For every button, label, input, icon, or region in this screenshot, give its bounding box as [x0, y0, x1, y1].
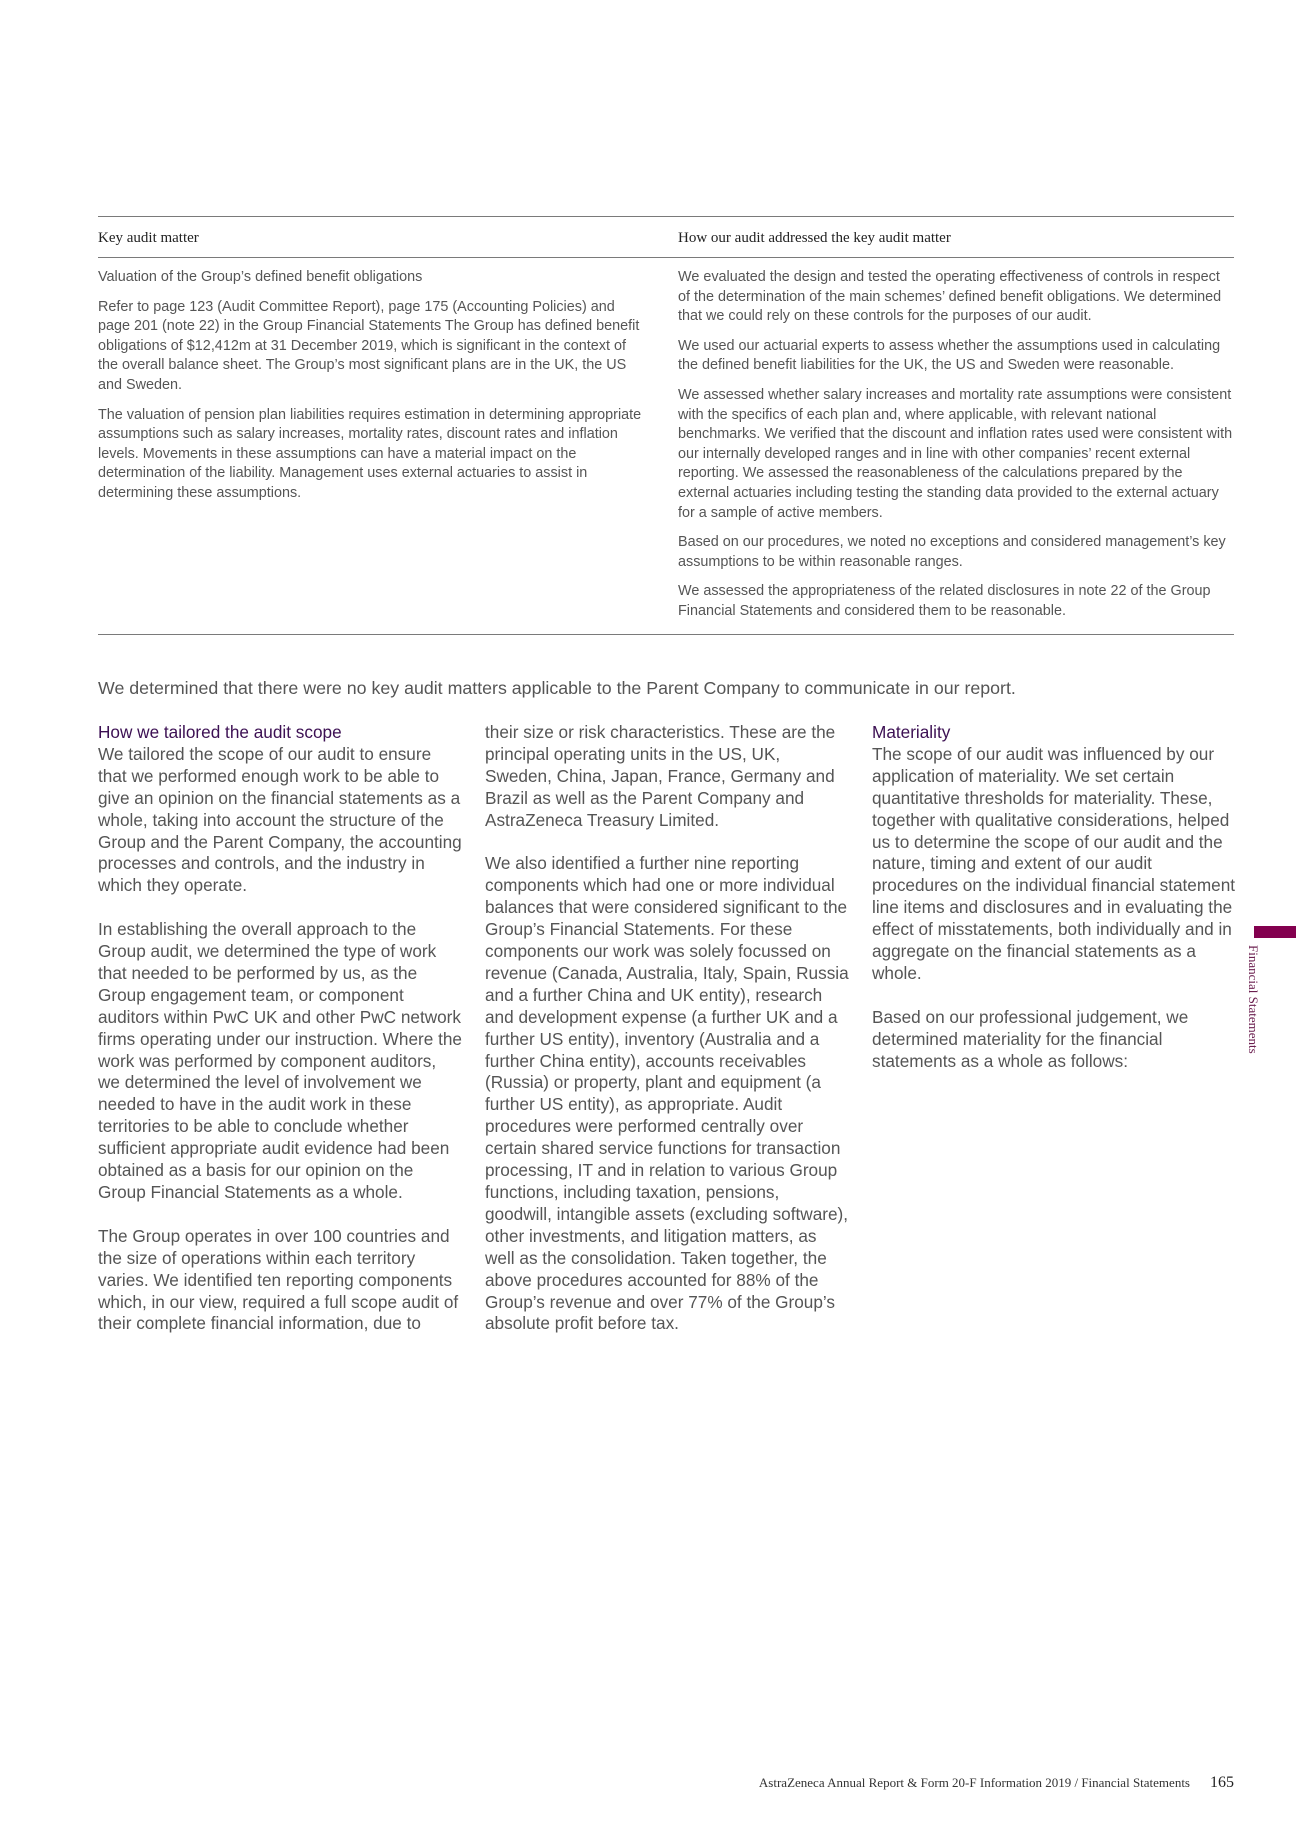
column-continuation [485, 722, 849, 1357]
page-footer [759, 1774, 1234, 1792]
kam-right-paragraph: We evaluated the design and tested the operating effectiveness of controls in respect of the determination of the main schemes’ defined benefit obligations. We determined that we could rely on these controls for the purposes of our audit. [678, 269, 1222, 325]
table-header-row [98, 217, 1234, 257]
footer-publication-title: AstraZeneca Annual Report & Form 20-F Information 2019 / Financial Statements [758, 1775, 1190, 1790]
paragraph: We tailored the scope of our audit to ensure that we performed enough work to be able to give an opinion on the financial statements as a whole, taking into account the structure of the Group and the Parent Company, the accounting processes and controls, and the industry in which they operate. [98, 743, 462, 896]
section-heading-materiality: Materiality [872, 722, 951, 742]
header-key-audit-matter: Key audit matter [98, 230, 199, 246]
paragraph: The Group operates in over 100 countries and the size of operations within each territory varies. We identified ten reporting components which, in our view, required a full scope audit of their complete financial information, due to [98, 1225, 459, 1334]
paragraph: their size or risk characteristics. These are the principal operating units in the US, UK, Sweden, China, Japan, France, Germany and Brazil as well as the Parent Company and AstraZeneca Treasury Limited. [485, 722, 836, 830]
section-heading-audit-scope: How we tailored the audit scope [98, 722, 342, 742]
section-tab-label: Financial Statements [1246, 945, 1261, 1054]
column-audit-scope [98, 722, 462, 1357]
key-audit-matter-table [98, 216, 1234, 635]
kam-left-paragraph: The valuation of pension plan liabilities requires estimation in determining appropriate assumptions such as salary increases, mortality rates, discount rates and inflation levels. Movements in these assumptions can have a material impact on the determination of the liability. Management uses external actuaries to assist in determining these assumptions. [98, 406, 642, 501]
kam-right-paragraph: We assessed whether salary increases and mortality rate assumptions were consistent with the specifics of each plan and, where applicable, with relevant national benchmarks. We verified that the discount and inflation rates used were consistent with our internally developed ranges and in line with other companies’ recent external reporting. We assessed the reasonableness of the calculations prepared by the external actuaries including testing the standing data provided to the external actuary for a sample of active members. [678, 386, 1233, 521]
table-bottom-rule [98, 634, 1234, 635]
paragraph: We also identified a further nine reporting components which had one or more individual balances that were considered significant to the Group’s Financial Statements. For these components our work was solely focussed on revenue (Canada, Australia, Italy, Spain, Russia and a further China and UK entity), research and development expense (a further UK and a further US entity), inventory (Australia and a further China entity), accounts receivables (Russia) or property, plant and equipment (a further US entity), as appropriate. Audit procedures were performed centrally over certain shared service functions for transaction processing, IT and in relation to various Group functions, including taxation, pensions, goodwill, intangible assets (excluding software), other investments, and litigation matters, as well as the consolidation. Taken together, the above procedures accounted for 88% of the Group’s revenue and over 77% of the Group’s absolute profit before tax. [485, 853, 849, 1334]
header-how-addressed: How our audit addressed the key audit matter [678, 230, 951, 246]
kam-right-cell [678, 268, 1234, 632]
page-number: 165 [1210, 1774, 1234, 1791]
parent-company-statement: We determined that there were no key audit matters applicable to the Parent Company to communicate in our report. [98, 678, 1016, 698]
paragraph: In establishing the overall approach to the Group audit, we determined the type of work that needed to be performed by us, as the Group engagement team, or component auditors within PwC UK and other PwC network firms operating under our instruction. Where the work was performed by component auditors, we determined the level of involvement we needed to have in the audit work in these territories to be able to conclude whether sufficient appropriate audit evidence had been obtained as a basis for our opinion on the Group Financial Statements as a whole. [98, 919, 462, 1203]
paragraph: Based on our professional judgement, we determined materiality for the financial statements as a whole as follows: [872, 1006, 1189, 1071]
column-materiality [872, 722, 1236, 1094]
paragraph: The scope of our audit was influenced by our application of materiality. We set certain quantitative thresholds for materiality. These, together with qualitative considerations, helped us to determine the scope of our audit and the nature, timing and extent of our audit procedures on the individual financial statement line items and disclosures and in evaluating the effect of misstatements, both individually and in aggregate on the financial statements as a whole. [872, 743, 1236, 983]
kam-left-paragraph: Refer to page 123 (Audit Committee Report), page 175 (Accounting Policies) and page 201 (note 22) in the Group Financial Statements The Group has defined benefit obligations of $12,412m at 31 December 2019, which is significant in the context of the overall balance sheet. The Group’s most significant plans are in the UK, the US and Sweden. [98, 298, 640, 393]
section-tab-marker [1254, 926, 1296, 938]
kam-title: Valuation of the Group’s defined benefit obligations [98, 269, 423, 285]
kam-right-paragraph: We used our actuarial experts to assess whether the assumptions used in calculating the defined benefit liabilities for the UK, the US and Sweden were reasonable. [678, 337, 1221, 374]
kam-right-paragraph: Based on our procedures, we noted no exceptions and considered management’s key assumptions to be within reasonable ranges. [678, 534, 1226, 570]
kam-left-cell [98, 268, 678, 632]
kam-right-paragraph: We assessed the appropriateness of the related disclosures in note 22 of the Group Financial Statements and considered them to be reasonable. [678, 583, 1211, 619]
table-body-row [98, 258, 1234, 634]
